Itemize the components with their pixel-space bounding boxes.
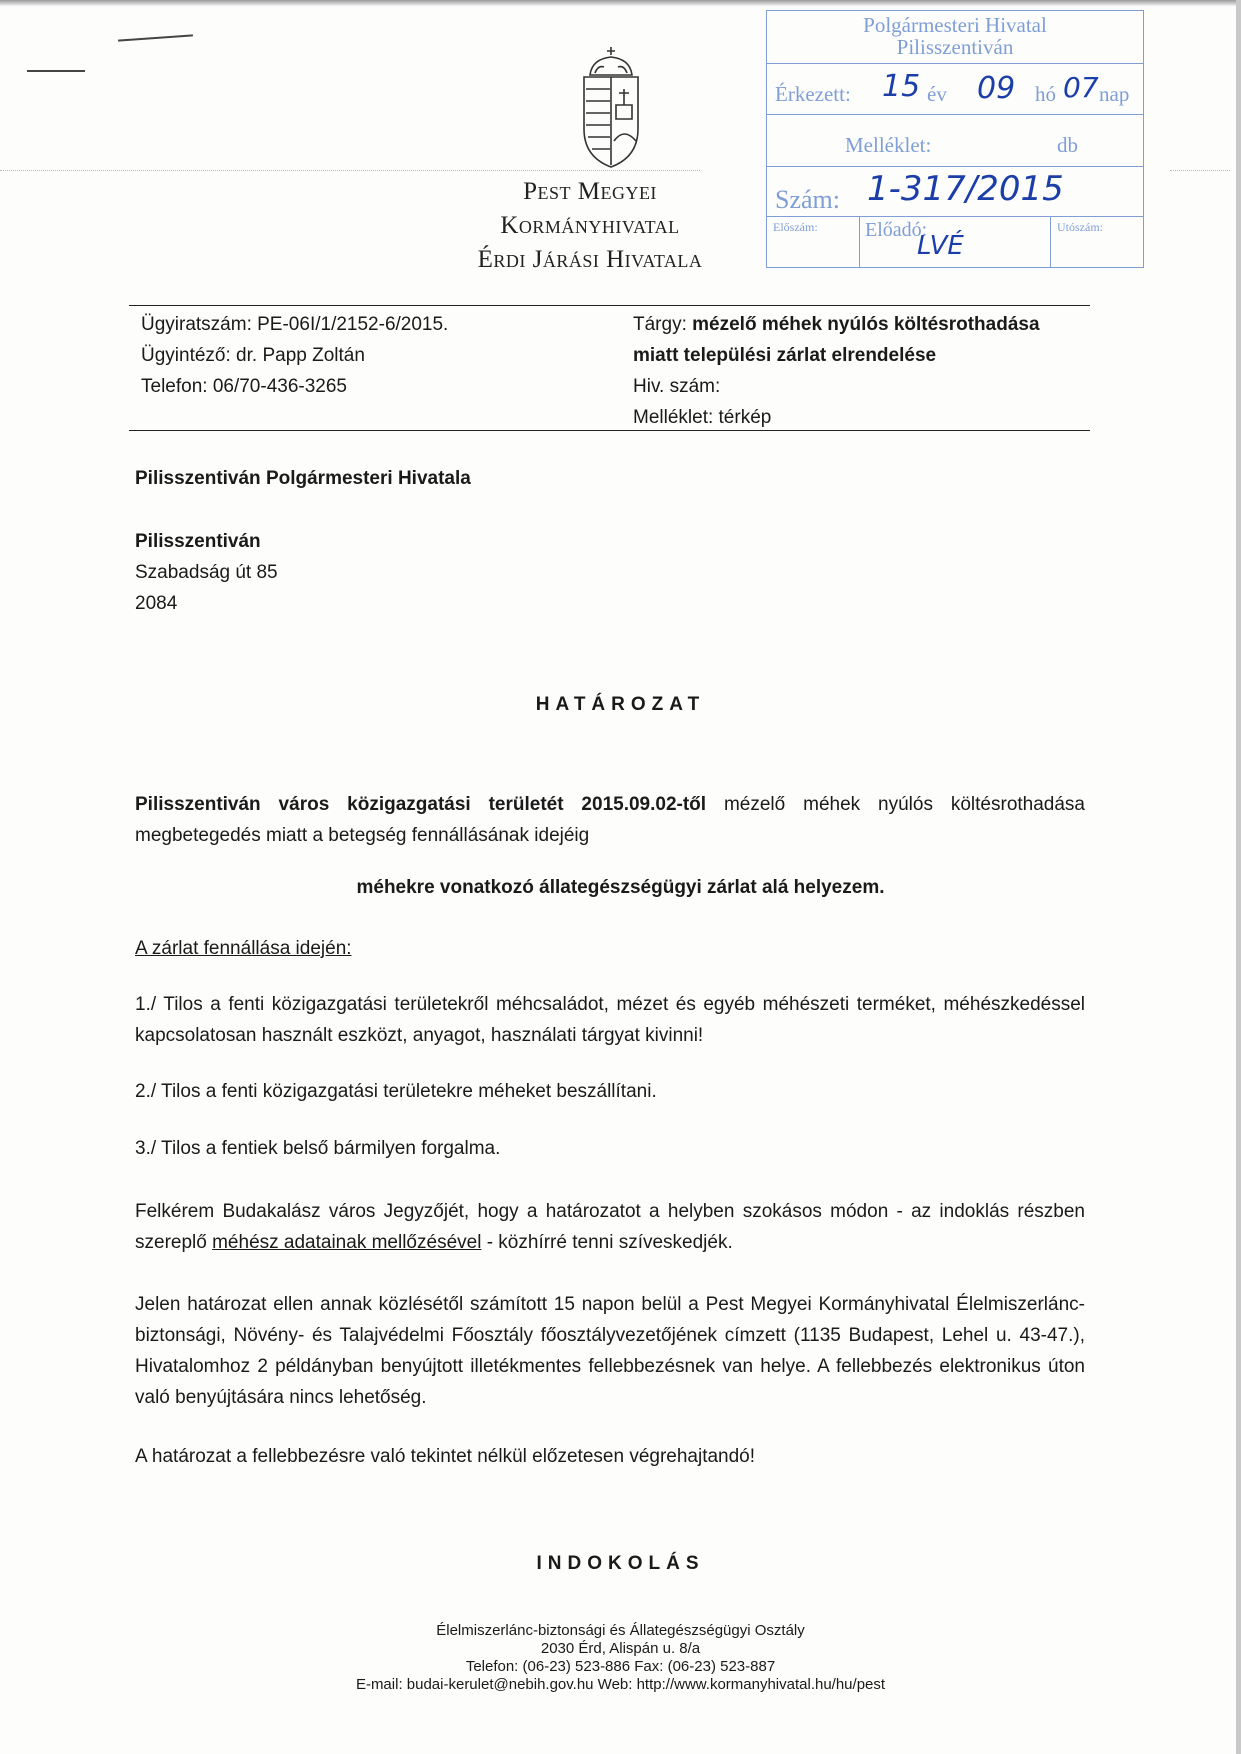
stamp-eloszam-label: Előszám: bbox=[773, 220, 818, 234]
scan-dotted-line-left bbox=[0, 170, 700, 171]
stamp-erkezett-label: Érkezett: bbox=[775, 82, 851, 106]
during-closure-label: A zárlat fennállása idején: bbox=[135, 938, 352, 959]
addressee-zip: 2084 bbox=[135, 593, 178, 614]
enforcement-note: A határozat a fellebbezésre való tekintet nélkül előzetesen végrehajtandó! bbox=[135, 1446, 756, 1467]
rule-3: 3./ Tilos a fentiek belső bármilyen forgalma. bbox=[135, 1138, 501, 1159]
attachment: Melléklet: térkép bbox=[633, 407, 772, 428]
subject-text-2: miatt települési zárlat elrendelése bbox=[633, 345, 937, 366]
decision-statement: méhekre vonatkozó állategészségügyi zárlat alá helyezem. bbox=[356, 877, 885, 898]
addressee-name: Pilisszentiván Polgármesteri Hivatala bbox=[135, 468, 471, 489]
scan-edge-top bbox=[0, 0, 1241, 6]
subject-label: Tárgy: bbox=[633, 314, 687, 335]
stamp-szam-value: 1-317/2015 bbox=[867, 169, 1064, 209]
footer-department: Élelmiszerlánc-biztonsági és Állategészségügyi Osztály bbox=[436, 1622, 805, 1639]
appeal-paragraph: Jelen határozat ellen annak közlésétől számított 15 napon belül a Pest Megyei Kormányhivatal Élelmiszerlánc-biztonsági, Növény- és Talajvédelmi Főosztály főosztályvezetőjének címzett (1135 Budapest, Lehel u. 43-47.), Hivatalomhoz 2 példányban benyújtott illetékmentes fellebbezésnek van helye. A fellebbezés elektronikus úton való benyújtására nincs lehetőség. bbox=[135, 1294, 1085, 1408]
pen-mark bbox=[27, 70, 85, 72]
subject-text-1: mézelő méhek nyúlós költésrothadása bbox=[692, 314, 1040, 335]
stamp-erkezett-month: 09 bbox=[977, 71, 1016, 106]
decision-title: HATÁROZAT bbox=[535, 694, 706, 715]
stamp-erkezett-day: 07 bbox=[1063, 71, 1099, 104]
officer-phone: Telefon: 06/70-436-3265 bbox=[141, 376, 347, 397]
stamp-nap-label: nap bbox=[1099, 82, 1130, 106]
reference-rule-bottom bbox=[129, 430, 1090, 431]
footer-email-web: E-mail: budai-kerulet@nebih.gov.hu Web: http://www.kormanyhivatal.hu/hu/pest bbox=[355, 1676, 886, 1693]
registration-stamp bbox=[766, 10, 1144, 268]
stamp-title-line2: Pilisszentiván bbox=[896, 35, 1014, 59]
stamp-szam-label: Szám: bbox=[775, 185, 840, 214]
request-paragraph bbox=[135, 1196, 1085, 1258]
request-after: - közhírré tenni szíveskedjék. bbox=[481, 1232, 733, 1253]
footer-phone-fax: Telefon: (06-23) 523-886 Fax: (06-23) 523-887 bbox=[465, 1658, 776, 1675]
case-officer: Ügyintéző: dr. Papp Zoltán bbox=[141, 345, 365, 366]
stamp-eloado-value: LVÉ bbox=[917, 231, 964, 261]
addressee-city: Pilisszentiván bbox=[135, 531, 261, 552]
stamp-eloado-label: Előadó: bbox=[865, 219, 928, 241]
stamp-melleklet-label: Melléklet: bbox=[845, 133, 932, 157]
request-before: Felkérem Budakalász város Jegyzőjét, hogy a határozatot a helyben szokásos módon - az indoklás részben szereplő bbox=[135, 1201, 1085, 1253]
stamp-erkezett-year: 15 bbox=[882, 69, 921, 104]
intro-paragraph bbox=[135, 789, 1085, 851]
case-number: Ügyiratszám: PE-06I/1/2152-6/2015. bbox=[141, 314, 449, 335]
stamp-ho-label: hó bbox=[1035, 82, 1056, 106]
request-underlined: méhész adatainak mellőzésével bbox=[212, 1232, 482, 1253]
intro-rest: mézelő méhek nyúlós költésrothadása megbetegedés miatt a betegség fennállásának idejéig bbox=[135, 794, 1085, 846]
reference-rule-top bbox=[129, 305, 1090, 306]
stamp-title-line1: Polgármesteri Hivatal bbox=[863, 13, 1047, 37]
scan-dotted-line-right bbox=[1170, 170, 1230, 171]
reference-number: Hiv. szám: bbox=[633, 376, 721, 397]
stamp-db-label: db bbox=[1057, 133, 1078, 157]
subject-line1 bbox=[633, 309, 1040, 340]
rule-1: 1./ Tilos a fenti közigazgatási területekről méhcsaládot, mézet és egyéb méhészeti terméket, méhészkedéssel kapcsolatosan használt eszközt, anyagot, használati tárgyat kivinni! bbox=[135, 994, 1085, 1046]
stamp-utoszam-label: Utószám: bbox=[1057, 220, 1103, 234]
addressee-street: Szabadság út 85 bbox=[135, 562, 278, 583]
footer-address: 2030 Érd, Alispán u. 8/a bbox=[540, 1640, 701, 1657]
institution-name-line2: Kormányhivatal bbox=[500, 212, 680, 239]
institution-name-line1: Pest Megyei bbox=[523, 178, 657, 205]
intro-bold: Pilisszentiván város közigazgatási területét 2015.09.02-től bbox=[135, 794, 707, 815]
institution-name-line3: Érdi Járási Hivatala bbox=[477, 246, 703, 273]
stamp-ev-label: év bbox=[927, 82, 947, 106]
coat-of-arms-icon bbox=[578, 45, 644, 170]
pen-mark bbox=[118, 34, 193, 41]
justification-title: INDOKOLÁS bbox=[536, 1553, 705, 1574]
rule-2: 2./ Tilos a fenti közigazgatási területekre méheket beszállítani. bbox=[135, 1081, 657, 1102]
